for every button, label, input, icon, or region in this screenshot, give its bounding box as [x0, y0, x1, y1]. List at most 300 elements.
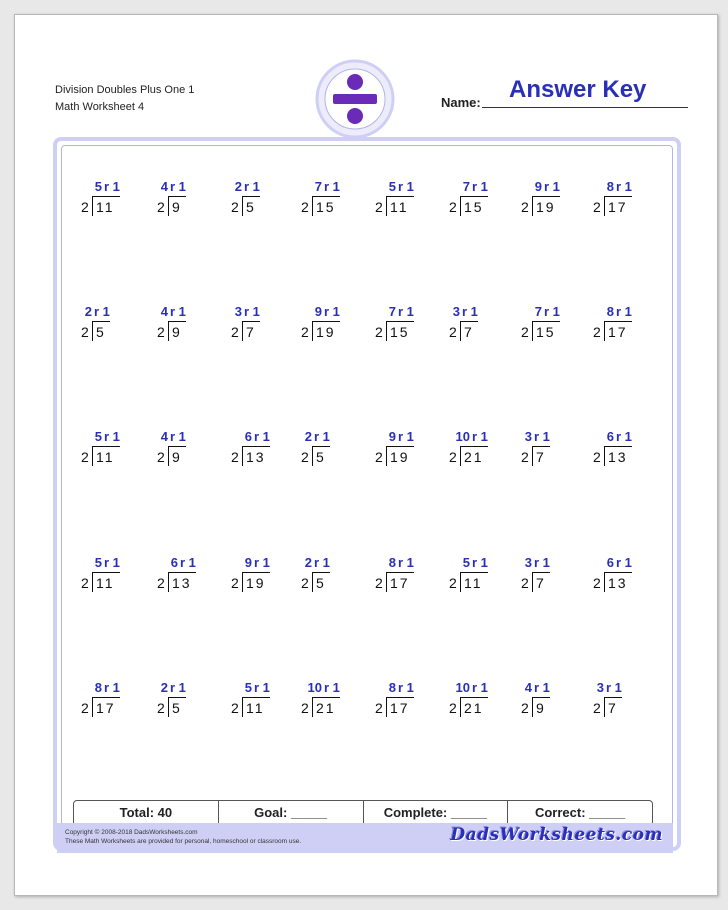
division-bracket	[312, 321, 313, 341]
divisor: 2	[301, 700, 309, 716]
dividend: 13	[246, 449, 266, 465]
division-problem	[157, 179, 227, 227]
divisor: 2	[231, 700, 239, 716]
answer	[590, 429, 630, 445]
problems-frame	[53, 137, 681, 851]
division-bracket	[168, 196, 169, 216]
quotient: 3	[524, 429, 532, 444]
answer	[372, 304, 412, 320]
division-bar	[604, 697, 622, 698]
answer	[298, 680, 338, 696]
quotient: 7	[534, 304, 542, 319]
quotient: 5	[462, 555, 470, 570]
quotient: 5	[388, 179, 396, 194]
divisor: 2	[521, 700, 529, 716]
division-problem	[521, 304, 591, 352]
copyright-text: Copyright © 2008-2018 DadsWorksheets.com	[65, 829, 198, 836]
quotient: 10	[307, 680, 322, 695]
remainder: r 1	[170, 179, 186, 194]
answer	[446, 555, 486, 571]
quotient: 8	[94, 680, 102, 695]
division-problem	[593, 429, 663, 477]
division-problem	[231, 179, 301, 227]
divisor: 2	[375, 199, 383, 215]
divisor: 2	[157, 700, 165, 716]
answer	[590, 179, 630, 195]
goal-cell: Goal: _____	[219, 801, 364, 825]
dividend: 17	[608, 199, 628, 215]
remainder: r 1	[534, 680, 550, 695]
answer	[154, 555, 194, 571]
division-bracket	[242, 196, 243, 216]
division-problem	[593, 680, 663, 728]
dividend: 9	[172, 324, 182, 340]
divisor: 2	[449, 449, 457, 465]
divisor: 2	[593, 700, 601, 716]
divisor: 2	[375, 575, 383, 591]
quotient: 6	[606, 555, 614, 570]
division-problem	[231, 304, 301, 352]
division-problem	[157, 429, 227, 477]
division-bar	[604, 446, 632, 447]
division-bar	[312, 321, 340, 322]
answer	[228, 680, 268, 696]
correct-cell: Correct: _____	[534, 805, 626, 820]
divisor: 2	[231, 449, 239, 465]
remainder: r 1	[104, 429, 120, 444]
dividend: 13	[608, 449, 628, 465]
division-bracket	[532, 446, 533, 466]
division-bracket	[92, 321, 93, 341]
division-bracket	[386, 196, 387, 216]
answer	[218, 179, 258, 195]
answer	[446, 680, 486, 696]
division-bar	[168, 196, 186, 197]
quotient: 7	[462, 179, 470, 194]
division-bracket	[460, 697, 461, 717]
answer	[446, 429, 486, 445]
quotient: 7	[388, 304, 396, 319]
answer	[518, 304, 558, 320]
division-bar	[532, 697, 550, 698]
division-bar	[242, 446, 270, 447]
copyright	[65, 828, 301, 846]
division-problem	[81, 179, 151, 227]
division-bracket	[532, 572, 533, 592]
quotient: 9	[534, 179, 542, 194]
divisor: 2	[301, 199, 309, 215]
remainder: r 1	[398, 304, 414, 319]
division-bracket	[386, 572, 387, 592]
remainder: r 1	[170, 680, 186, 695]
division-problem	[593, 179, 663, 227]
dividend: 17	[96, 700, 116, 716]
answer	[288, 555, 328, 571]
remainder: r 1	[254, 680, 270, 695]
division-problem	[301, 555, 371, 603]
worksheet-page	[14, 14, 718, 896]
division-bracket	[604, 697, 605, 717]
divisor: 2	[521, 575, 529, 591]
division-bar	[532, 321, 560, 322]
answer	[218, 304, 258, 320]
dividend: 15	[536, 324, 556, 340]
dividend: 9	[172, 199, 182, 215]
division-bracket	[604, 446, 605, 466]
division-problem	[521, 179, 591, 227]
quotient: 2	[304, 429, 312, 444]
remainder: r 1	[314, 429, 330, 444]
quotient: 9	[314, 304, 322, 319]
division-bracket	[604, 572, 605, 592]
answer	[372, 555, 412, 571]
dividend: 15	[316, 199, 336, 215]
dividend: 7	[246, 324, 256, 340]
division-problem	[231, 680, 301, 728]
remainder: r 1	[104, 179, 120, 194]
division-problem	[157, 680, 227, 728]
division-problem	[81, 304, 151, 352]
quotient: 4	[160, 179, 168, 194]
division-bracket	[532, 697, 533, 717]
division-bar	[242, 697, 270, 698]
division-bracket	[460, 196, 461, 216]
quotient: 9	[244, 555, 252, 570]
remainder: r 1	[606, 680, 622, 695]
remainder: r 1	[616, 429, 632, 444]
divisor: 2	[375, 700, 383, 716]
division-bar	[242, 196, 260, 197]
answer	[508, 680, 548, 696]
division-bar	[460, 196, 488, 197]
division-bar	[532, 196, 560, 197]
dividend: 17	[608, 324, 628, 340]
remainder: r 1	[534, 429, 550, 444]
division-bar	[92, 196, 120, 197]
divisor: 2	[157, 324, 165, 340]
division-bar	[242, 572, 270, 573]
dividend: 7	[536, 449, 546, 465]
division-bracket	[312, 196, 313, 216]
answer	[144, 304, 184, 320]
division-problem	[593, 304, 663, 352]
quotient: 6	[606, 429, 614, 444]
division-bar	[168, 446, 186, 447]
division-bracket	[386, 321, 387, 341]
remainder: r 1	[616, 555, 632, 570]
division-bar	[386, 572, 414, 573]
dividend: 15	[464, 199, 484, 215]
division-bracket	[92, 572, 93, 592]
remainder: r 1	[534, 555, 550, 570]
footer-bar	[57, 823, 673, 853]
usage-notice: These Math Worksheets are provided for personal, homeschool or classroom use.	[65, 838, 302, 845]
dividend: 21	[316, 700, 336, 716]
answer	[372, 680, 412, 696]
division-bar	[604, 572, 632, 573]
quotient: 3	[524, 555, 532, 570]
remainder: r 1	[398, 429, 414, 444]
dividend: 11	[96, 449, 115, 465]
remainder: r 1	[398, 680, 414, 695]
division-bar	[92, 321, 110, 322]
answer	[372, 179, 412, 195]
division-bar	[460, 697, 488, 698]
division-bracket	[168, 321, 169, 341]
answer	[508, 555, 548, 571]
division-bracket	[386, 446, 387, 466]
division-problem	[375, 304, 445, 352]
dividend: 5	[246, 199, 256, 215]
answer	[144, 179, 184, 195]
dividend: 11	[390, 199, 409, 215]
division-bracket	[460, 446, 461, 466]
division-bar	[168, 572, 196, 573]
remainder: r 1	[170, 429, 186, 444]
division-bar	[386, 196, 414, 197]
remainder: r 1	[398, 179, 414, 194]
division-bracket	[168, 572, 169, 592]
answer	[78, 680, 118, 696]
answer	[298, 179, 338, 195]
quotient: 5	[94, 179, 102, 194]
answer	[288, 429, 328, 445]
dividend: 5	[316, 449, 326, 465]
division-bracket	[242, 697, 243, 717]
divisor: 2	[449, 199, 457, 215]
divisor: 2	[593, 324, 601, 340]
quotient: 8	[606, 304, 614, 319]
division-problem	[375, 429, 445, 477]
divisor: 2	[81, 575, 89, 591]
dividend: 5	[96, 324, 106, 340]
division-bracket	[312, 697, 313, 717]
answer	[436, 304, 476, 320]
division-bracket	[604, 321, 605, 341]
division-bar	[168, 697, 186, 698]
division-bar	[312, 196, 340, 197]
quotient: 5	[244, 680, 252, 695]
dividend: 7	[464, 324, 474, 340]
division-problem	[449, 179, 519, 227]
dividend: 5	[316, 575, 326, 591]
remainder: r 1	[104, 555, 120, 570]
dividend: 19	[246, 575, 266, 591]
division-bracket	[604, 196, 605, 216]
answer	[298, 304, 338, 320]
answer	[372, 429, 412, 445]
dividend: 21	[464, 449, 484, 465]
division-problem	[301, 429, 371, 477]
divisor: 2	[157, 449, 165, 465]
answer	[590, 304, 630, 320]
answer	[144, 680, 184, 696]
division-bracket	[168, 697, 169, 717]
quotient: 2	[160, 680, 168, 695]
divisor: 2	[449, 575, 457, 591]
division-problem	[375, 179, 445, 227]
dividend: 21	[464, 700, 484, 716]
division-bracket	[532, 196, 533, 216]
quotient: 8	[388, 555, 396, 570]
dividend: 7	[608, 700, 618, 716]
division-bracket	[92, 196, 93, 216]
division-problem	[301, 179, 371, 227]
answer	[580, 680, 620, 696]
quotient: 3	[596, 680, 604, 695]
divisor: 2	[81, 449, 89, 465]
dividend: 11	[96, 575, 115, 591]
answer	[68, 304, 108, 320]
division-problem	[375, 555, 445, 603]
remainder: r 1	[324, 179, 340, 194]
division-bar	[460, 446, 488, 447]
division-bracket	[532, 321, 533, 341]
remainder: r 1	[324, 680, 340, 695]
division-bracket	[92, 446, 93, 466]
dividend: 13	[172, 575, 192, 591]
division-bar	[532, 572, 550, 573]
quotient: 3	[452, 304, 460, 319]
divisor: 2	[81, 700, 89, 716]
divisor: 2	[231, 324, 239, 340]
division-problem	[449, 304, 519, 352]
remainder: r 1	[254, 555, 270, 570]
division-bar	[460, 321, 478, 322]
dividend: 9	[536, 700, 546, 716]
quotient: 8	[606, 179, 614, 194]
remainder: r 1	[462, 304, 478, 319]
division-bar	[386, 321, 414, 322]
remainder: r 1	[472, 680, 488, 695]
divisor: 2	[375, 324, 383, 340]
division-bar	[604, 321, 632, 322]
division-bracket	[92, 697, 93, 717]
remainder: r 1	[616, 304, 632, 319]
dividend: 13	[608, 575, 628, 591]
remainder: r 1	[472, 429, 488, 444]
quotient: 4	[160, 304, 168, 319]
dividend: 7	[536, 575, 546, 591]
division-bracket	[312, 446, 313, 466]
worksheet-subtitle: Math Worksheet 4	[55, 101, 145, 113]
answer	[508, 429, 548, 445]
division-bar	[168, 321, 186, 322]
division-bar	[386, 446, 414, 447]
division-bar	[92, 446, 120, 447]
divisor: 2	[449, 700, 457, 716]
quotient: 2	[84, 304, 92, 319]
dividend: 5	[172, 700, 182, 716]
answer	[144, 429, 184, 445]
division-bracket	[312, 572, 313, 592]
division-problem	[521, 429, 591, 477]
dividend: 19	[536, 199, 556, 215]
remainder: r 1	[170, 304, 186, 319]
division-problem	[81, 680, 151, 728]
division-bar	[312, 572, 330, 573]
dividend: 11	[96, 199, 115, 215]
quotient: 10	[455, 680, 470, 695]
division-problem	[593, 555, 663, 603]
answer	[590, 555, 630, 571]
divisor: 2	[157, 199, 165, 215]
quotient: 5	[94, 555, 102, 570]
quotient: 3	[234, 304, 242, 319]
quotient: 2	[304, 555, 312, 570]
answer-key-label: Answer Key	[509, 76, 647, 103]
quotient: 8	[388, 680, 396, 695]
dividend: 9	[172, 449, 182, 465]
remainder: r 1	[104, 680, 120, 695]
remainder: r 1	[472, 179, 488, 194]
dividend: 19	[316, 324, 336, 340]
divisor: 2	[521, 449, 529, 465]
quotient: 6	[244, 429, 252, 444]
answer	[228, 555, 268, 571]
answer	[518, 179, 558, 195]
remainder: r 1	[314, 555, 330, 570]
divisor: 2	[521, 324, 529, 340]
answer	[228, 429, 268, 445]
remainder: r 1	[398, 555, 414, 570]
answer	[78, 555, 118, 571]
worksheet-header	[55, 82, 194, 116]
divisor: 2	[81, 199, 89, 215]
division-bar	[386, 697, 414, 698]
dividend: 17	[390, 575, 410, 591]
division-problem	[521, 555, 591, 603]
divisor: 2	[449, 324, 457, 340]
remainder: r 1	[254, 429, 270, 444]
divisor: 2	[593, 449, 601, 465]
division-bracket	[460, 321, 461, 341]
dividend: 15	[390, 324, 410, 340]
remainder: r 1	[180, 555, 196, 570]
quotient: 7	[314, 179, 322, 194]
remainder: r 1	[472, 555, 488, 570]
division-problem	[301, 304, 371, 352]
division-bracket	[242, 446, 243, 466]
dividend: 11	[464, 575, 483, 591]
division-icon	[315, 59, 395, 139]
divisor: 2	[231, 575, 239, 591]
quotient: 10	[455, 429, 470, 444]
quotient: 9	[388, 429, 396, 444]
worksheet-title: Division Doubles Plus One 1	[55, 84, 195, 96]
brand-logo[interactable]: DadsWorksheets.com	[450, 825, 663, 845]
answer	[78, 179, 118, 195]
division-problem	[157, 555, 227, 603]
quotient: 5	[94, 429, 102, 444]
remainder: r 1	[94, 304, 110, 319]
name-label: Name:	[441, 95, 481, 110]
answer	[78, 429, 118, 445]
name-line	[482, 107, 688, 108]
quotient: 2	[234, 179, 242, 194]
division-bar	[460, 572, 488, 573]
remainder: r 1	[244, 179, 260, 194]
divisor: 2	[301, 575, 309, 591]
divisor: 2	[301, 324, 309, 340]
divisor: 2	[231, 199, 239, 215]
division-problem	[81, 555, 151, 603]
division-bar	[92, 697, 120, 698]
division-bracket	[460, 572, 461, 592]
division-problem	[157, 304, 227, 352]
division-problem	[301, 680, 371, 728]
remainder: r 1	[244, 304, 260, 319]
